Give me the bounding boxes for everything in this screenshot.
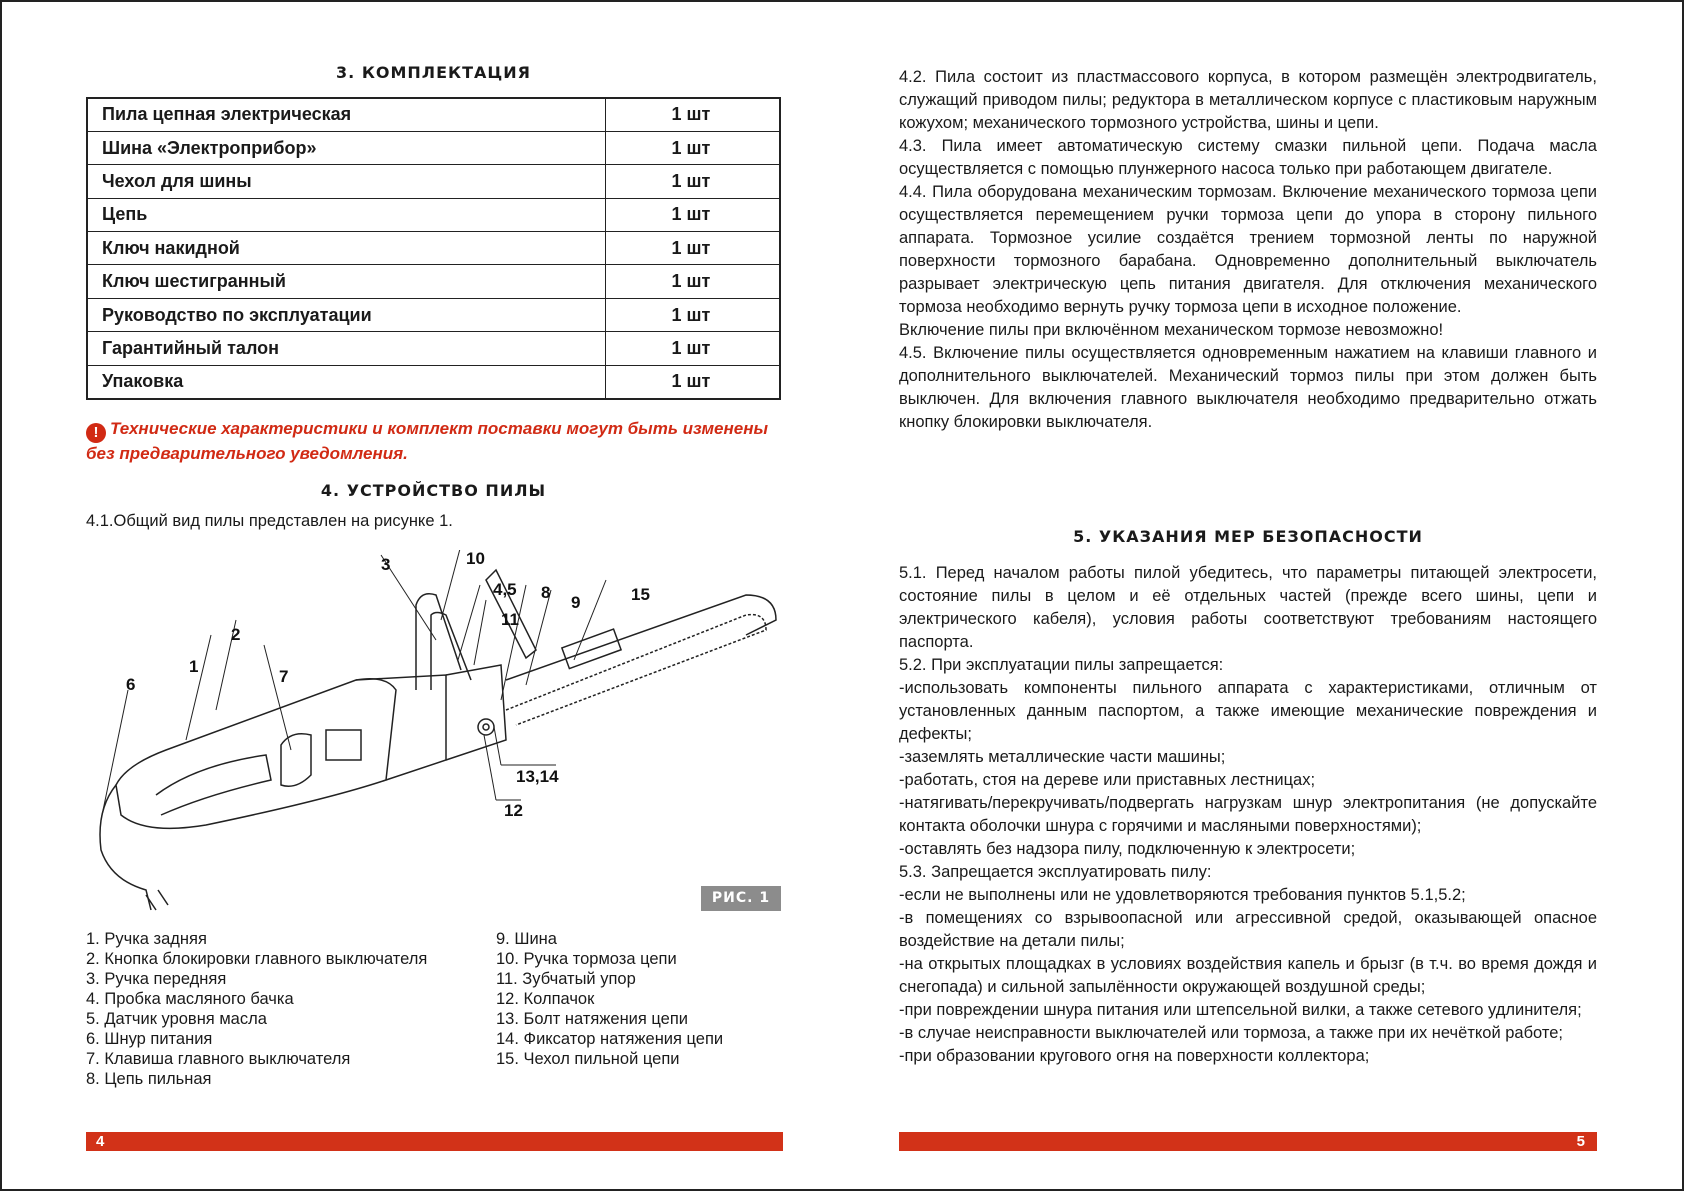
page-number-left: 4 <box>96 1133 105 1150</box>
kit-table <box>86 97 781 400</box>
legend-column-2 <box>496 929 723 1069</box>
kit-qty: 1 шт <box>605 131 780 164</box>
figure-label-6: 6 <box>126 675 136 694</box>
paragraph: -если не выполнены или не удовлетворяются требования пунктов 5.1,5.2; <box>899 886 1466 904</box>
figure-label-15: 15 <box>631 585 650 604</box>
legend-item: 1. Ручка задняя <box>86 930 207 948</box>
paragraph: -в помещениях со взрывоопасной или агрессивной средой, оказывающей опасное воздействие на детали пилы; <box>899 909 1597 950</box>
paragraph: Включение пилы при включённом механическом тормозе невозможно! <box>899 321 1444 339</box>
legend-item: 9. Шина <box>496 930 557 948</box>
figure-label-9: 9 <box>571 593 581 612</box>
section-5-paragraphs <box>899 562 1597 1068</box>
figure-caption: РИС. 1 <box>701 886 781 911</box>
kit-item: Пила цепная электрическая <box>87 98 605 131</box>
kit-item: Руководство по эксплуатации <box>87 298 605 331</box>
kit-row <box>87 232 780 265</box>
paragraph: -на открытых площадках в условиях воздействия капель и брызг (в т.ч. во время дождя и снегопада) и сильной запылённости окружающей воздушной среды; <box>899 955 1597 996</box>
paragraph: -при повреждении шнура питания или штепсельной вилки, а также сетевого удлинителя; <box>899 1001 1582 1019</box>
figure-label-1: 1 <box>189 657 199 676</box>
figure-label-11: 11 <box>501 610 519 629</box>
figure-label-10: 10 <box>466 550 485 568</box>
kit-qty: 1 шт <box>605 198 780 231</box>
legend-item: 14. Фиксатор натяжения цепи <box>496 1030 724 1048</box>
footer-bar-right <box>899 1132 1597 1151</box>
paragraph: -работать, стоя на дереве или приставных лестницах; <box>899 771 1316 789</box>
kit-qty: 1 шт <box>605 165 780 198</box>
kit-row <box>87 98 780 131</box>
chainsaw-drawing <box>100 570 776 910</box>
paragraph: 4.5. Включение пилы осуществляется одновременным нажатием на клавиши главного и дополнительного выключателей. Механический тормоз пилы при этом должен быть выключен. Для включения главного выключателя необходимо предварительно отжать кнопку блокировки выключателя. <box>899 344 1597 431</box>
legend-item: 7. Клавиша главного выключателя <box>86 1050 351 1068</box>
paragraph: -при образовании кругового огня на поверхности коллектора; <box>899 1047 1370 1065</box>
legend-item: 2. Кнопка блокировки главного выключателя <box>86 950 428 968</box>
legend-item: 6. Шнур питания <box>86 1030 213 1048</box>
warning-text: Технические характеристики и комплект поставки могут быть изменены без предварительного уведомления. <box>86 419 769 463</box>
kit-item: Чехол для шины <box>87 165 605 198</box>
legend-item: 8. Цепь пильная <box>86 1070 212 1088</box>
kit-qty: 1 шт <box>605 365 780 398</box>
kit-row <box>87 165 780 198</box>
legend-item: 4. Пробка масляного бачка <box>86 990 294 1008</box>
legend-item: 5. Датчик уровня масла <box>86 1010 267 1028</box>
paragraph: 4.3. Пила имеет автоматическую систему смазки пильной цепи. Подача масла осуществляется с помощью плунжерного насоса только при работающем двигателе. <box>899 137 1597 178</box>
legend-item: 11. Зубчатый упор <box>496 970 636 988</box>
page-number-right: 5 <box>1576 1133 1585 1150</box>
kit-item: Гарантийный талон <box>87 332 605 365</box>
kit-row <box>87 365 780 398</box>
legend-item: 13. Болт натяжения цепи <box>496 1010 689 1028</box>
figure-label-8: 8 <box>541 583 551 602</box>
kit-row <box>87 265 780 298</box>
warning-note <box>86 418 781 464</box>
figure-label-7: 7 <box>279 667 289 686</box>
kit-row <box>87 298 780 331</box>
paragraph: -использовать компоненты пильного аппарата с характеристиками, отличным от установленных данным паспортом, а также имеющие механические повреждения и дефекты; <box>899 679 1597 743</box>
kit-item: Шина «Электроприбор» <box>87 131 605 164</box>
kit-qty: 1 шт <box>605 298 780 331</box>
paragraph: 5.3. Запрещается эксплуатировать пилу: <box>899 863 1212 881</box>
kit-item: Ключ накидной <box>87 232 605 265</box>
figure-label-3: 3 <box>381 555 391 574</box>
kit-item: Ключ шестигранный <box>87 265 605 298</box>
chainsaw-diagram <box>86 550 786 930</box>
paragraph-4-1: 4.1.Общий вид пилы представлен на рисунке 1. <box>86 512 453 530</box>
paragraph: 5.1. Перед началом работы пилой убедитесь, что параметры питающей электросети, состояние пилы в целом и её отдельных частей (прежде всего шины, цепи и электрического кабеля), условия работы соответствуют требованиям настоящего паспорта. <box>899 564 1597 651</box>
paragraph: -оставлять без надзора пилу, подключенную к электросети; <box>899 840 1356 858</box>
paragraph: -заземлять металлические части машины; <box>899 748 1226 766</box>
paragraph: 4.4. Пила оборудована механическим тормозам. Включение механического тормоза цепи осуществляется перемещением ручки тормоза цепи до упора в сторону пильного аппарата. Тормозное усилие создаётся трением тормозной ленты по наружной поверхности тормозного барабана. Одновременно дополнительный выключатель разрывает электрическую цепь питания двигателя. Для отключения механического тормоза необходимо вернуть ручку тормоза цепи в исходное положение. <box>899 183 1597 316</box>
kit-item: Цепь <box>87 198 605 231</box>
legend-item: 12. Колпачок <box>496 990 595 1008</box>
legend-item: 3. Ручка передняя <box>86 970 227 988</box>
kit-qty: 1 шт <box>605 332 780 365</box>
section-4-title: 4. УСТРОЙСТВО ПИЛЫ <box>320 481 547 500</box>
legend-item: 15. Чехол пильной цепи <box>496 1050 680 1068</box>
figure-label-12: 12 <box>504 801 523 820</box>
figure-label-2: 2 <box>231 625 241 644</box>
paragraph: -в случае неисправности выключателей или тормоза, а также при их нечёткой работе; <box>899 1024 1564 1042</box>
kit-row <box>87 332 780 365</box>
section-3-title: 3. КОМПЛЕКТАЦИЯ <box>336 63 531 82</box>
exclamation-icon: ! <box>86 423 106 443</box>
paragraph: -натягивать/перекручивать/подвергать нагрузкам шнур электропитания (не допускайте контакта оболочки шнура с горячими и масляными поверхностями); <box>899 794 1597 835</box>
kit-qty: 1 шт <box>605 265 780 298</box>
kit-qty: 1 шт <box>605 98 780 131</box>
kit-row <box>87 198 780 231</box>
legend-column-1 <box>86 929 427 1089</box>
kit-row <box>87 131 780 164</box>
kit-item: Упаковка <box>87 365 605 398</box>
footer-bar-left <box>86 1132 783 1151</box>
figure-label-4-5: 4,5 <box>493 580 517 599</box>
kit-qty: 1 шт <box>605 232 780 265</box>
section-4-paragraphs <box>899 66 1597 434</box>
paragraph: 5.2. При эксплуатации пилы запрещается: <box>899 656 1224 674</box>
figure-label-13-14: 13,14 <box>516 767 559 786</box>
section-5-title: 5. УКАЗАНИЯ МЕР БЕЗОПАСНОСТИ <box>1073 527 1423 546</box>
legend-item: 10. Ручка тормоза цепи <box>496 950 677 968</box>
paragraph: 4.2. Пила состоит из пластмассового корпуса, в котором размещён электродвигатель, служащий приводом пилы; редуктора в металлическом корпусе с пластиковым наружным кожухом; механического тормозного устройства, шины и цепи. <box>899 68 1597 132</box>
